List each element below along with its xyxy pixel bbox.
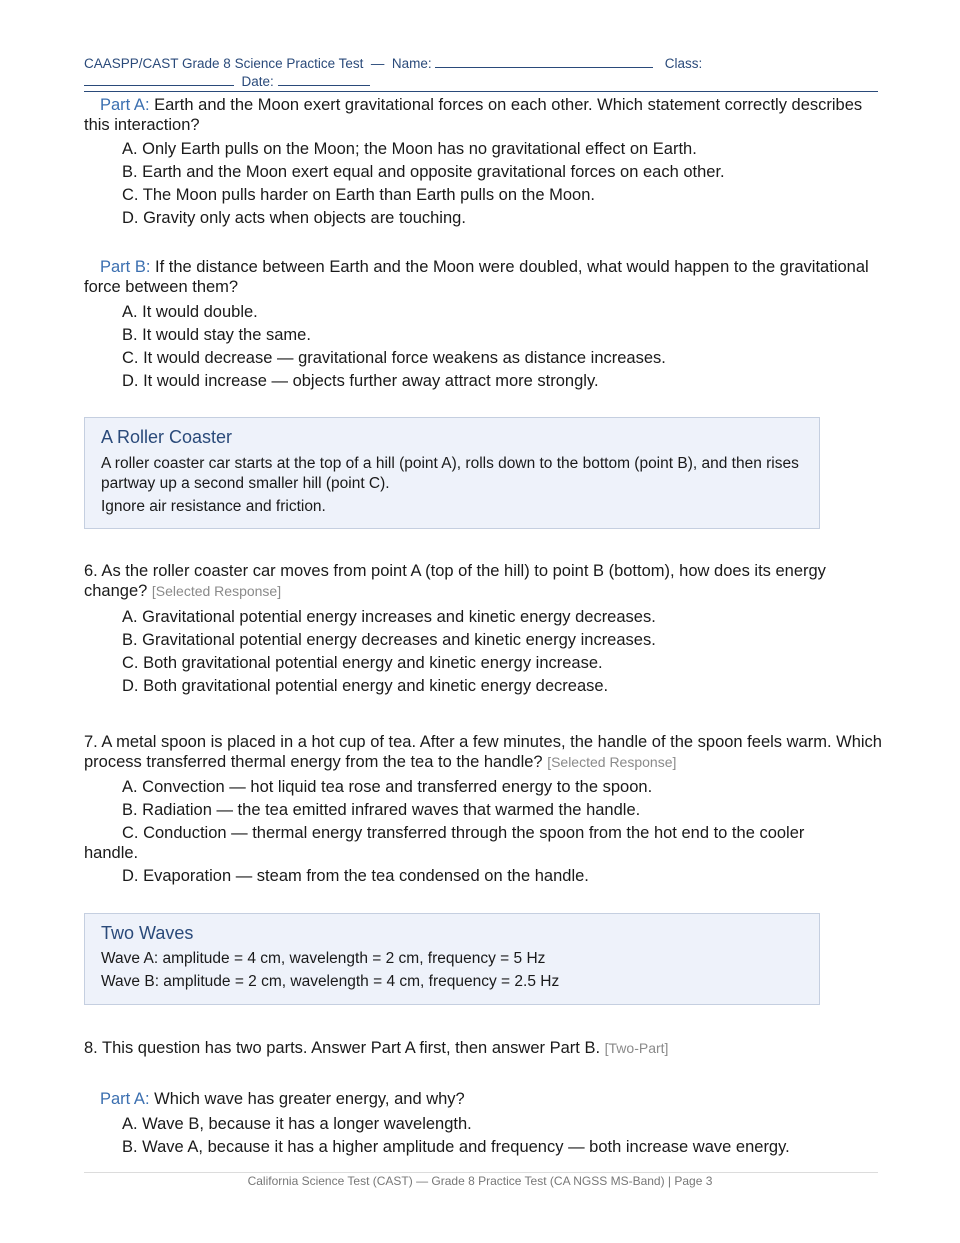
roller-coaster-stimulus: [84, 417, 820, 529]
q8-part-a-label: Part A:: [100, 1090, 150, 1108]
q8-text: 8. This question has two parts. Answer Part A first, then answer Part B.: [84, 1039, 601, 1057]
q7-option-d[interactable]: D. Evaporation — steam from the tea condensed on the handle.: [122, 867, 589, 885]
part-b-label: Part B:: [100, 258, 151, 276]
part-b-text: If the distance between Earth and the Moon were doubled, what would happen to the gravitational force between them?: [84, 258, 869, 296]
q5a-option-b[interactable]: B. Earth and the Moon exert equal and opposite gravitational forces on each other.: [122, 163, 725, 181]
q5a-option-d[interactable]: D. Gravity only acts when objects are touching.: [122, 209, 466, 227]
name-field[interactable]: [435, 54, 653, 68]
page-footer: California Science Test (CAST) — Grade 8 Practice Test (CA NGSS MS-Band) | Page 3: [247, 1174, 713, 1188]
q8-option-a[interactable]: A. Wave B, because it has a longer wavelength.: [122, 1115, 472, 1133]
q5-part-a-stem: [84, 95, 884, 135]
wave-a-info: Wave A: amplitude = 4 cm, wavelength = 2 cm, frequency = 5 Hz: [101, 950, 546, 967]
q5a-option-c[interactable]: C. The Moon pulls harder on Earth than Earth pulls on the Moon.: [122, 186, 595, 204]
part-a-label: Part A:: [100, 96, 150, 114]
q8-stem: [84, 1038, 884, 1058]
q6-option-d[interactable]: D. Both gravitational potential energy and kinetic energy decrease.: [122, 677, 609, 695]
stimulus-note: Ignore air resistance and friction.: [101, 498, 326, 515]
part-a-text: Earth and the Moon exert gravitational forces on each other. Which statement correctly describes this interaction?: [84, 96, 863, 134]
waves-title: Two Waves: [101, 923, 194, 943]
wave-b-info: Wave B: amplitude = 2 cm, wavelength = 4 cm, frequency = 2.5 Hz: [101, 973, 560, 990]
test-title: CAASPP/CAST Grade 8 Science Practice Test: [84, 56, 364, 71]
q6-text: 6. As the roller coaster car moves from point A (top of the hill) to point B (bottom), how does its energy change?: [84, 562, 826, 600]
stimulus-text: A roller coaster car starts at the top of a hill (point A), rolls down to the bottom (point B), and then rises partway up a second smaller hill (point C).: [101, 455, 799, 492]
q7-option-b[interactable]: B. Radiation — the tea emitted infrared waves that warmed the handle.: [122, 801, 641, 819]
q6-type-tag: [Selected Response]: [151, 583, 282, 599]
q5b-option-b[interactable]: B. It would stay the same.: [122, 326, 311, 344]
class-label: Class:: [664, 56, 703, 71]
q5b-option-d[interactable]: D. It would increase — objects further away attract more strongly.: [122, 372, 599, 390]
q7-option-c[interactable]: C. Conduction — thermal energy transferred through the spoon from the hot end to the cooler handle.: [84, 824, 805, 862]
q8-option-b[interactable]: B. Wave A, because it has a higher amplitude and frequency — both increase wave energy.: [122, 1138, 790, 1156]
q8-type-tag: [Two-Part]: [604, 1040, 669, 1056]
q7-option-a[interactable]: A. Convection — hot liquid tea rose and transferred energy to the spoon.: [122, 778, 653, 796]
q8-part-a-text: Which wave has greater energy, and why?: [154, 1090, 465, 1108]
q5a-option-a[interactable]: A. Only Earth pulls on the Moon; the Moon has no gravitational effect on Earth.: [122, 140, 697, 158]
q5b-option-a[interactable]: A. It would double.: [122, 303, 258, 321]
q6-option-a[interactable]: A. Gravitational potential energy increases and kinetic energy decreases.: [122, 608, 656, 626]
date-field[interactable]: [278, 72, 370, 86]
q8-part-a-stem: [84, 1089, 884, 1109]
q6-option-c[interactable]: C. Both gravitational potential energy and kinetic energy increase.: [122, 654, 603, 672]
q7-stem: [84, 732, 884, 772]
q6-stem: [84, 561, 884, 601]
q7-type-tag: [Selected Response]: [547, 754, 677, 770]
class-field[interactable]: [84, 72, 234, 86]
two-waves-stimulus: [84, 913, 820, 1005]
q7-text: 7. A metal spoon is placed in a hot cup of tea. After a few minutes, the handle of the spoon feels warm. Which process transferred thermal energy from the tea to the handle?: [84, 733, 882, 771]
stimulus-title: A Roller Coaster: [101, 427, 233, 447]
name-label: Name:: [391, 56, 432, 71]
date-label: Date:: [241, 74, 274, 89]
header-dash: —: [370, 56, 385, 71]
q5-part-b-stem: [84, 257, 884, 297]
q6-option-b[interactable]: B. Gravitational potential energy decreases and kinetic energy increases.: [122, 631, 656, 649]
page-header: [84, 54, 878, 92]
footer-divider: [84, 1172, 878, 1173]
q5b-option-c[interactable]: C. It would decrease — gravitational force weakens as distance increases.: [122, 349, 666, 367]
